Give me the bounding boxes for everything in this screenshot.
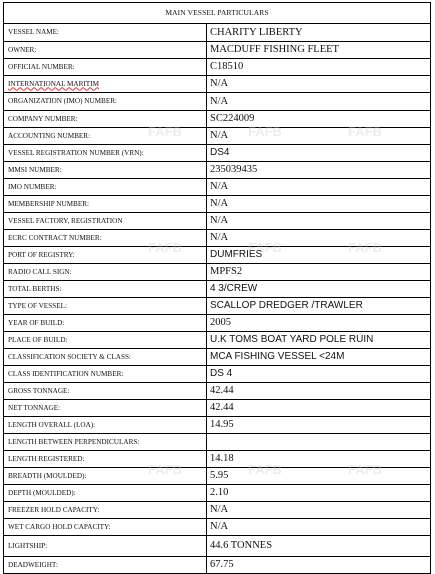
field-label: LENGTH REGISTERED:: [4, 450, 207, 467]
table-row: [4, 433, 430, 450]
field-label: ACCOUNTING NUMBER:: [4, 127, 207, 144]
table-row: [4, 416, 430, 433]
vessel-particulars-sheet: [3, 2, 431, 574]
table-row: [4, 246, 430, 263]
table-row: [4, 58, 430, 75]
field-label: BREADTH (MOULDED):: [4, 467, 207, 484]
watermark: FAFB: [248, 124, 282, 139]
field-value: DS4: [207, 144, 431, 161]
field-label: CLASSIFICATION SOCIETY & CLASS:: [4, 348, 207, 365]
field-value: 4 3/CREW: [207, 280, 431, 297]
field-value: MACDUFF FISHING FLEET: [207, 41, 431, 58]
field-label: DEADWEIGHT:: [4, 556, 207, 573]
table-row: [4, 41, 430, 58]
field-value: 67.75: [207, 556, 431, 573]
field-label: ECRC CONTRACT NUMBER:: [4, 229, 207, 246]
field-value: N/A: [207, 212, 431, 229]
table-row: [4, 24, 430, 41]
table-row: [4, 450, 430, 467]
watermark: FAFB: [148, 124, 182, 139]
table-row: [4, 297, 430, 314]
field-value: 42.44: [207, 382, 431, 399]
field-value: N/A: [207, 195, 431, 212]
field-value: N/A: [207, 92, 431, 110]
field-value: 2.10: [207, 484, 431, 501]
table-row: [4, 178, 430, 195]
table-row: [4, 263, 430, 280]
field-label: GROSS TONNAGE:: [4, 382, 207, 399]
table-row: [4, 467, 430, 484]
field-label: LENGTH BETWEEN PERPENDICULARS:: [4, 433, 207, 450]
field-label: CLASS IDENTIFICATION NUMBER:: [4, 365, 207, 382]
particulars-table: [4, 24, 430, 573]
field-label: MMSI NUMBER:: [4, 161, 207, 178]
field-label: TOTAL BERTHS:: [4, 280, 207, 297]
field-label: OWNER:: [4, 41, 207, 58]
field-label: YEAR OF BUILD:: [4, 314, 207, 331]
field-value: 14.95: [207, 416, 431, 433]
field-label: ORGANIZATION (IMO) NUMBER:: [4, 92, 207, 110]
table-row: [4, 501, 430, 518]
table-row: [4, 314, 430, 331]
field-value: N/A: [207, 75, 431, 92]
table-row: [4, 127, 430, 144]
watermark: FAFB: [248, 462, 282, 477]
field-label: WET CARGO HOLD CAPACITY:: [4, 518, 207, 535]
field-value: N/A: [207, 229, 431, 246]
table-row: [4, 92, 430, 110]
field-value: C18510: [207, 58, 431, 75]
field-value: U.K TOMS BOAT YARD POLE RUIN: [207, 331, 431, 348]
watermark: FAFB: [348, 462, 382, 477]
field-value: 42.44: [207, 399, 431, 416]
field-value: N/A: [207, 501, 431, 518]
field-label: FREEZER HOLD CAPACITY:: [4, 501, 207, 518]
field-value: [207, 433, 431, 450]
field-value: MCA FISHING VESSEL <24M: [207, 348, 431, 365]
field-value: N/A: [207, 518, 431, 535]
table-row: [4, 144, 430, 161]
document-title: MAIN VESSEL PARTICULARS: [4, 3, 430, 24]
field-value: DS 4: [207, 365, 431, 382]
watermark: FAFB: [248, 240, 282, 255]
field-label: INTERNATIONAL MARITIM: [4, 75, 207, 92]
field-value: MPFS2: [207, 263, 431, 280]
field-value: CHARITY LIBERTY: [207, 24, 431, 41]
field-value: 14.18: [207, 450, 431, 467]
field-label: NET TONNAGE:: [4, 399, 207, 416]
table-row: [4, 331, 430, 348]
field-value: SC224009: [207, 110, 431, 127]
table-row: [4, 382, 430, 399]
field-label: PLACE OF BUILD:: [4, 331, 207, 348]
table-row: [4, 75, 430, 92]
field-value: DUMFRIES: [207, 246, 431, 263]
field-label: LENGTH OVERALL (LOA):: [4, 416, 207, 433]
field-label: COMPANY NUMBER:: [4, 110, 207, 127]
table-row: [4, 110, 430, 127]
watermark: FAFB: [348, 240, 382, 255]
watermark: FAFB: [148, 240, 182, 255]
watermark: FAFB: [148, 462, 182, 477]
field-value: 5.95: [207, 467, 431, 484]
watermark: FAFB: [348, 124, 382, 139]
field-label: VESSEL REGISTRATION NUMBER (VRN):: [4, 144, 207, 161]
field-label: VESSEL FACTORY, REGISTRATION: [4, 212, 207, 229]
table-row: [4, 518, 430, 535]
table-row: [4, 229, 430, 246]
field-value: 44.6 TONNES: [207, 535, 431, 556]
field-value: 2005: [207, 314, 431, 331]
field-label: PORT OF REGISTRY:: [4, 246, 207, 263]
table-row: [4, 399, 430, 416]
field-label: RADIO CALL SIGN:: [4, 263, 207, 280]
table-row: [4, 212, 430, 229]
field-label: TYPE OF VESSEL:: [4, 297, 207, 314]
table-row: [4, 195, 430, 212]
field-label: LIGHTSHIP:: [4, 535, 207, 556]
field-value: N/A: [207, 178, 431, 195]
table-row: [4, 535, 430, 556]
table-row: [4, 348, 430, 365]
table-row: [4, 556, 430, 573]
table-row: [4, 280, 430, 297]
field-value: N/A: [207, 127, 431, 144]
field-label: MEMBERSHIP NUMBER:: [4, 195, 207, 212]
field-label: DEPTH (MOULDED):: [4, 484, 207, 501]
field-value: SCALLOP DREDGER /TRAWLER: [207, 297, 431, 314]
field-label: VESSEL NAME:: [4, 24, 207, 41]
table-row: [4, 161, 430, 178]
field-label: IMO NUMBER:: [4, 178, 207, 195]
table-row: [4, 365, 430, 382]
table-row: [4, 484, 430, 501]
field-label: OFFICIAL NUMBER:: [4, 58, 207, 75]
field-value: 235039435: [207, 161, 431, 178]
